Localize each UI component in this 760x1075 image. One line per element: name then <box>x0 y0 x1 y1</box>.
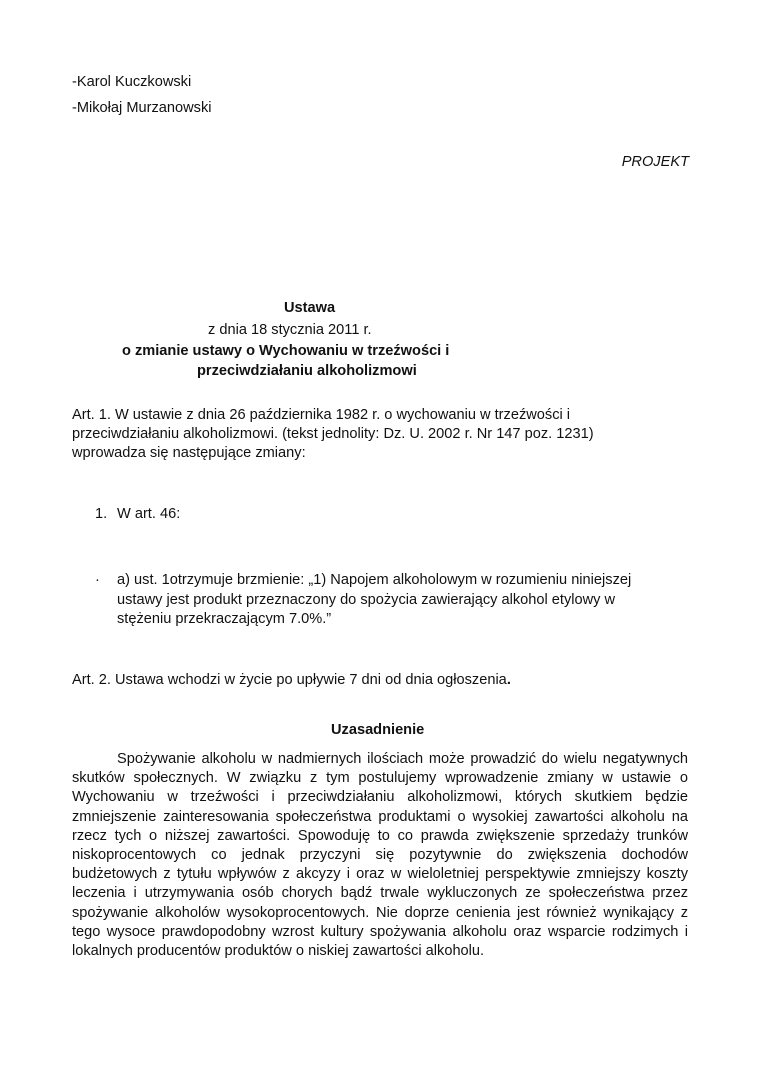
document-subject-line-2: przeciwdziałaniu alkoholizmowi <box>197 363 417 379</box>
article-1-line-2: przeciwdziałaniu alkoholizmowi. (tekst jednolity: Dz. U. 2002 r. Nr 147 poz. 1231) <box>72 426 594 442</box>
article-2-period: . <box>506 672 511 688</box>
article-1-line-1: Art. 1. W ustawie z dnia 26 października 1982 r. o wychowaniu w trzeźwości i <box>72 407 571 423</box>
sub-item-line-2: ustawy jest produkt przeznaczony do spożycia zawierający alkohol etylowy w <box>117 592 616 608</box>
article-1-line-3: wprowadza się następujące zmiany: <box>72 445 306 461</box>
justification-title: Uzasadnienie <box>331 722 425 738</box>
document-title: Ustawa <box>284 300 336 316</box>
document-subject-line-1: o zmianie ustawy o Wychowaniu w trzeźwości i <box>122 343 450 359</box>
justification-paragraph: Spożywanie alkoholu w nadmiernych ilościach może prowadzić do wielu negatywnych skutków społecznych. W związku z tym postulujemy wprowadzenie zmiany w ustawie o Wychowaniu w trzeźwości i przeciwdziałaniu alkoholizmowi, których skutkiem będzie zmniejszenie zainteresowania społeczeństwa produktami o wysokiej zawartości alkoholu na rzecz tych o niższej zawartości. Spowoduję to co prawda zwiększenie sprzedaży trunków niskoprocentowych co jednak przyczyni się pozytywnie do zwiększenia dochodów budżetowych z tytułu wpływów z akcyzy i oraz w wieloletniej perspektywie zmniejszy koszty leczenia i utrzymywania osób chorych bądź trwale wykluczonych ze społeczeństwa przez spożywanie alkoholów wysokoprocentowych. Nie doprze cenienia jest również wynikający z tego wysoce prawdopodobny wzrost kultury spożywania alkoholu oraz wsparcie rodzimych i lokalnych producentów produktów o niskiej zawartości alkoholu. <box>72 751 688 960</box>
author-1: -Karol Kuczkowski <box>72 74 192 90</box>
list-item-art-46: W art. 46: <box>117 506 181 522</box>
project-label: PROJEKT <box>621 154 689 170</box>
sub-item-line-1: a) ust. 1otrzymuje brzmienie: „1) Napojem alkoholowym w rozumieniu niniejszej <box>117 572 632 588</box>
bullet-marker: · <box>95 572 100 588</box>
list-number: 1. <box>95 506 108 522</box>
article-2 <box>72 670 511 690</box>
document-date: z dnia 18 stycznia 2011 r. <box>208 322 372 338</box>
sub-item-line-3: stężeniu przekraczającym 7.0%.” <box>117 611 332 627</box>
article-2-text: Art. 2. Ustawa wchodzi w życie po upływie 7 dni od dnia ogłoszenia <box>72 672 507 688</box>
author-2: -Mikołaj Murzanowski <box>72 100 212 116</box>
